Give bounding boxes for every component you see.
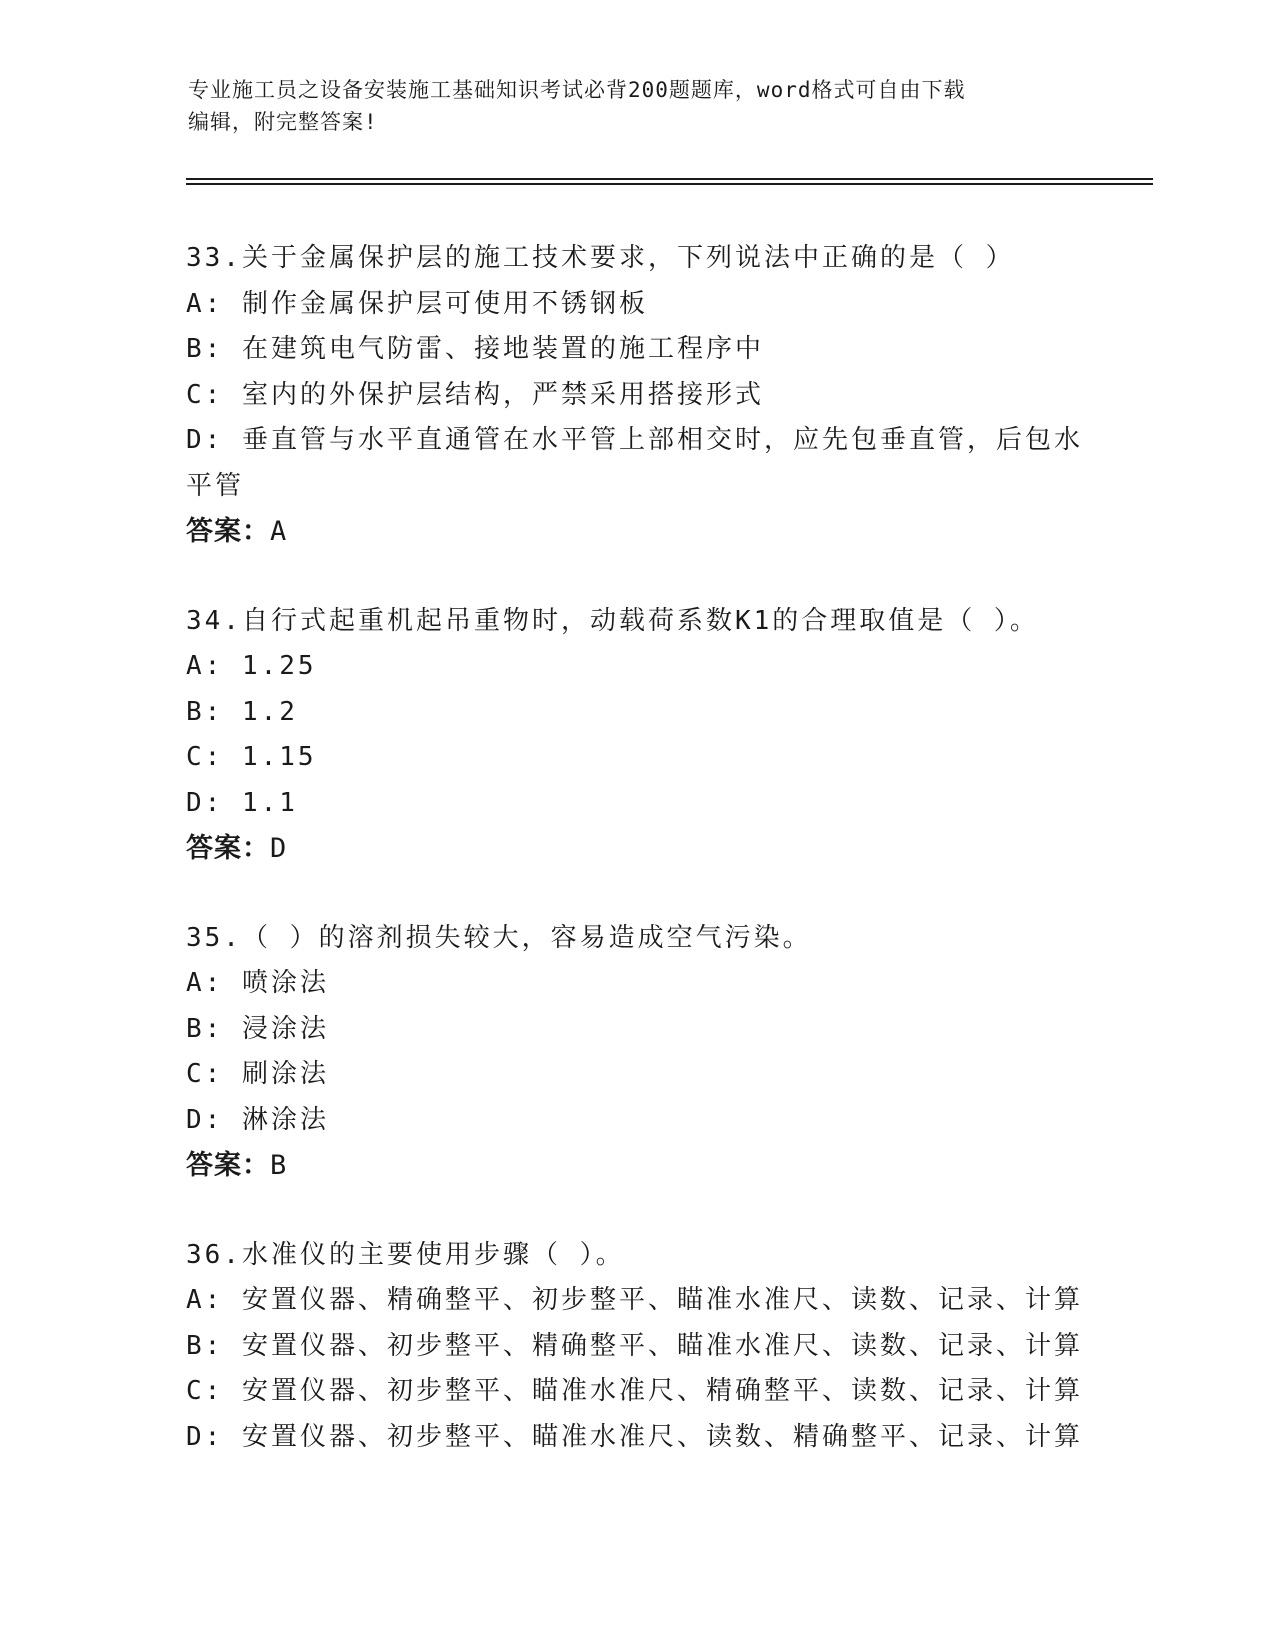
question-33: [186, 236, 1086, 555]
option-c: C: 1.15: [186, 742, 317, 772]
option-a: A: 制作金属保护层可使用不锈钢板: [186, 288, 648, 319]
answer-line: [186, 1143, 1086, 1189]
option-b: B: 浸涂法: [186, 1013, 329, 1044]
question-text: 33.关于金属保护层的施工技术要求，下列说法中正确的是（ ）: [186, 243, 1015, 273]
question-34: [186, 599, 1086, 872]
question-35: [186, 916, 1086, 1189]
header-divider-top: [186, 178, 1153, 180]
option-d: D: 1.1: [186, 787, 298, 818]
option-c: C: 安置仪器、初步整平、瞄准水准尺、精确整平、读数、记录、计算: [186, 1376, 1083, 1406]
option-b: B: 安置仪器、初步整平、精确整平、瞄准水准尺、读数、记录、计算: [186, 1330, 1083, 1361]
question-text: 34.自行式起重机起吊重物时，动载荷系数K1的合理取值是（ ）。: [186, 605, 1039, 636]
option-a: A: 喷涂法: [186, 968, 329, 998]
option-c: C: 室内的外保护层结构，严禁采用搭接形式: [186, 379, 764, 410]
option-a: A: 1.25: [186, 651, 317, 681]
answer-line: [186, 509, 1086, 555]
header-divider-bottom: [186, 183, 1153, 185]
option-d: D: 淋涂法: [186, 1104, 329, 1135]
header-line-2: 编辑，附完整答案!: [188, 110, 378, 134]
question-list: [186, 236, 1086, 1504]
answer-line: [186, 826, 1086, 872]
option-b: B: 1.2: [186, 696, 298, 727]
answer-value: D: [270, 833, 288, 864]
question-text: 35.（ ）的溶剂损失较大，容易造成空气污染。: [186, 922, 812, 953]
answer-label: 答案：: [186, 833, 270, 864]
answer-value: A: [270, 516, 288, 547]
option-d: D: 安置仪器、初步整平、瞄准水准尺、读数、精确整平、记录、计算: [186, 1421, 1083, 1452]
option-d: D: 垂直管与水平直通管在水平管上部相交时，应先包垂直管，后包水平管: [186, 425, 1083, 501]
document-header: [188, 74, 1088, 138]
header-line-1: 专业施工员之设备安装施工基础知识考试必背200题题库，word格式可自由下载: [188, 78, 966, 102]
option-c: C: 刷涂法: [186, 1059, 329, 1089]
answer-label: 答案：: [186, 1150, 270, 1181]
question-text: 36.水准仪的主要使用步骤（ ）。: [186, 1239, 625, 1270]
question-36: [186, 1233, 1086, 1461]
option-b: B: 在建筑电气防雷、接地装置的施工程序中: [186, 334, 764, 364]
answer-value: B: [270, 1150, 288, 1181]
option-a: A: 安置仪器、精确整平、初步整平、瞄准水准尺、读数、记录、计算: [186, 1285, 1083, 1315]
answer-label: 答案：: [186, 516, 270, 547]
